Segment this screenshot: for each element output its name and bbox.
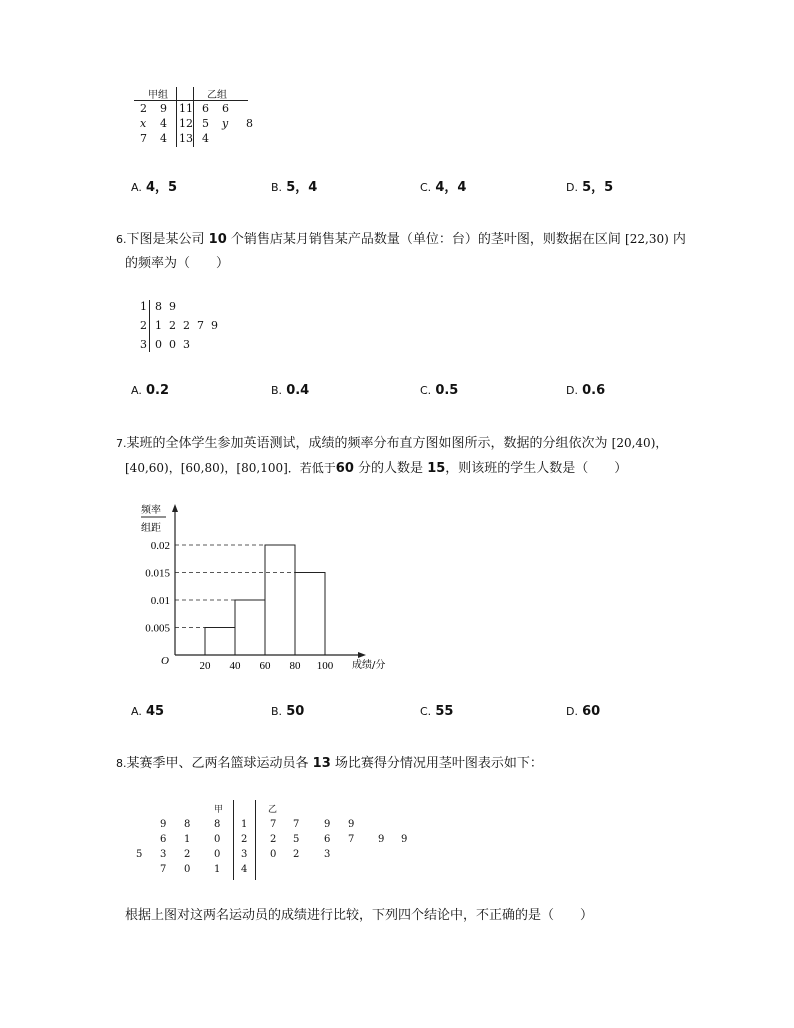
- q6-stem-3: 3: [140, 338, 147, 351]
- q5-header-right: 乙组: [207, 90, 227, 101]
- q5-stem: 13: [179, 132, 193, 145]
- q8-stem-line-1: [233, 800, 234, 880]
- q6-option-c[interactable]: C. 0.5: [420, 383, 459, 398]
- q8-right-leaf: 5: [293, 834, 300, 845]
- q7-option-c[interactable]: C. 55: [420, 704, 454, 719]
- q8-right-leaf: 9: [378, 834, 385, 845]
- q6-line2: 的频率为（ ）: [125, 256, 230, 271]
- q5-stem: 12: [179, 117, 193, 130]
- q8-right-leaf: 6: [324, 834, 331, 845]
- hist-bar: [205, 628, 235, 656]
- q8-right-leaf: 7: [293, 819, 300, 830]
- q8-stem: 2: [241, 834, 248, 845]
- q5-left-leaf: 2: [140, 102, 147, 115]
- q8-left-leaf: 8: [184, 819, 191, 830]
- q8-left-leaf: 0: [214, 849, 221, 860]
- q8-number: 8.: [116, 757, 127, 770]
- q5-header: [134, 86, 254, 100]
- q8-stem-line-2: [255, 800, 256, 880]
- q5-option-d[interactable]: D. 5，5: [566, 180, 614, 195]
- q6-options: [131, 383, 731, 401]
- q6-number: 6.: [116, 233, 127, 246]
- hist-ylabel-bottom: 组距: [141, 523, 161, 534]
- q8-follow-text: 根据上图对这两名运动员的成绩进行比较，下列四个结论中，不正确的是（ ）: [125, 908, 594, 923]
- q6-leaves-2: 1 2 2 7 9: [155, 319, 218, 332]
- q5-left-leaf: 4: [160, 117, 167, 130]
- q5-stem-leaf: [134, 86, 254, 145]
- q6-stem-leaf: [138, 298, 258, 354]
- q8-left-leaf: 8: [214, 819, 221, 830]
- q8-left-leaf: 2: [184, 849, 191, 860]
- q8-stem-leaf: [128, 800, 428, 882]
- q7-histogram: [138, 500, 408, 675]
- hist-x-arrow: [358, 652, 366, 658]
- q5-right-leaf: 5: [202, 117, 209, 130]
- hist-x-tick-label: 20: [199, 660, 211, 672]
- q7-line1: 7.某班的全体学生参加英语测试，成绩的频率分布直方图如图所示，数据的分组依次为 [20,40)，: [116, 436, 668, 451]
- hist-y-tick-label: 0.01: [150, 595, 170, 607]
- q5-left-leaf: 4: [160, 132, 167, 145]
- q8-left-leaf: 5: [136, 849, 143, 860]
- hist-ylabel-top: 频率: [141, 505, 161, 516]
- q8-right-leaf: 7: [348, 834, 355, 845]
- q5-option-b[interactable]: B. 5，4: [271, 180, 318, 195]
- hist-y-tick-label: 0.02: [150, 540, 170, 552]
- q5-left-leaf: 9: [160, 102, 167, 115]
- q8-right-leaf: 2: [270, 834, 277, 845]
- q5-option-c[interactable]: C. 4，4: [420, 180, 467, 195]
- hist-x-tick-label: 80: [289, 660, 301, 672]
- hist-x-tick-label: 40: [229, 660, 241, 672]
- q6-option-a[interactable]: A. 0.2: [131, 383, 169, 398]
- q6-stem-line: [149, 300, 150, 352]
- q7-line2: [40,60)，[60,80)，[80,100]．若低于60 分的人数是 15，则该班的学生人数是（ ）: [125, 461, 628, 476]
- q6-stem-2: 2: [140, 319, 147, 332]
- q6-line1: 6.下图是某公司 10 个销售店某月销售某产品数量（单位：台）的茎叶图，则数据在区间 [22,30) 内: [116, 232, 686, 247]
- q5-option-a[interactable]: A. 4，5: [131, 180, 178, 195]
- q8-right-leaf: 7: [270, 819, 277, 830]
- hist-bar: [265, 545, 295, 655]
- q5-right-leaf: 6: [202, 102, 209, 115]
- q5-options: [131, 176, 731, 194]
- q6-option-d[interactable]: D. 0.6: [566, 383, 606, 398]
- q8-stem: 3: [241, 849, 248, 860]
- q8-left-leaf: 0: [214, 834, 221, 845]
- q8-right-leaf: 9: [401, 834, 408, 845]
- q8-right-leaf: 9: [324, 819, 331, 830]
- q5-right-leaf: 8: [246, 117, 253, 130]
- q5-left-leaf: x: [140, 117, 147, 130]
- q7-option-a[interactable]: A. 45: [131, 704, 165, 719]
- hist-y-tick-label: 0.015: [145, 567, 170, 580]
- q7-text: [116, 431, 736, 481]
- q5-stem: 11: [179, 102, 193, 115]
- q8-header-left: 甲: [214, 805, 224, 815]
- q8-right-leaf: 2: [293, 849, 300, 860]
- q5-header-left: 甲组: [148, 90, 168, 101]
- q8-right-leaf: 0: [270, 849, 277, 860]
- q8-left-leaf: 1: [184, 834, 191, 845]
- q8-stem: 1: [241, 819, 248, 830]
- q7-number: 7.: [116, 437, 127, 450]
- q6-option-b[interactable]: B. 0.4: [271, 383, 310, 398]
- q5-header-rule: [134, 100, 248, 101]
- q5-stem-line-1: [176, 87, 177, 147]
- hist-xlabel: 成绩/分: [352, 660, 386, 671]
- q6-stem-1: 1: [140, 300, 147, 313]
- q5-right-leaf: 6: [222, 102, 229, 115]
- q8-right-leaf: 9: [348, 819, 355, 830]
- q8-left-leaf: 1: [214, 864, 221, 875]
- hist-y-tick-label: 0.005: [145, 622, 170, 635]
- q6-leaves-1: 8 9: [155, 300, 176, 313]
- q8-left-leaf: 3: [160, 849, 167, 860]
- hist-x-tick-label: 60: [259, 660, 271, 672]
- q8-left-leaf: 6: [160, 834, 167, 845]
- hist-x-tick-label: 100: [316, 660, 334, 672]
- q8-header-right: 乙: [268, 805, 278, 815]
- q5-right-leaf: y: [222, 117, 229, 130]
- hist-bar: [295, 573, 325, 656]
- q5-stem-line-2: [193, 87, 194, 147]
- q8-stem: 4: [241, 864, 248, 875]
- hist-bar: [235, 600, 265, 655]
- hist-origin: O: [161, 655, 169, 667]
- q8-left-leaf: 7: [160, 864, 167, 875]
- q7-option-b[interactable]: B. 50: [271, 704, 305, 719]
- q8-left-leaf: 0: [184, 864, 191, 875]
- q7-option-d[interactable]: D. 60: [566, 704, 601, 719]
- q5-left-leaf: 7: [140, 132, 147, 145]
- q5-right-leaf: 4: [202, 132, 209, 145]
- q6-leaves-3: 0 0 3: [155, 338, 190, 351]
- q8-right-leaf: 3: [324, 849, 331, 860]
- hist-y-arrow: [172, 504, 178, 512]
- q8-left-leaf: 9: [160, 819, 167, 830]
- q7-options: [131, 704, 731, 722]
- q6-text: [116, 227, 716, 276]
- q8-text: 8.某赛季甲、乙两名篮球运动员各 13 场比赛得分情况用茎叶图表示如下：: [116, 756, 543, 771]
